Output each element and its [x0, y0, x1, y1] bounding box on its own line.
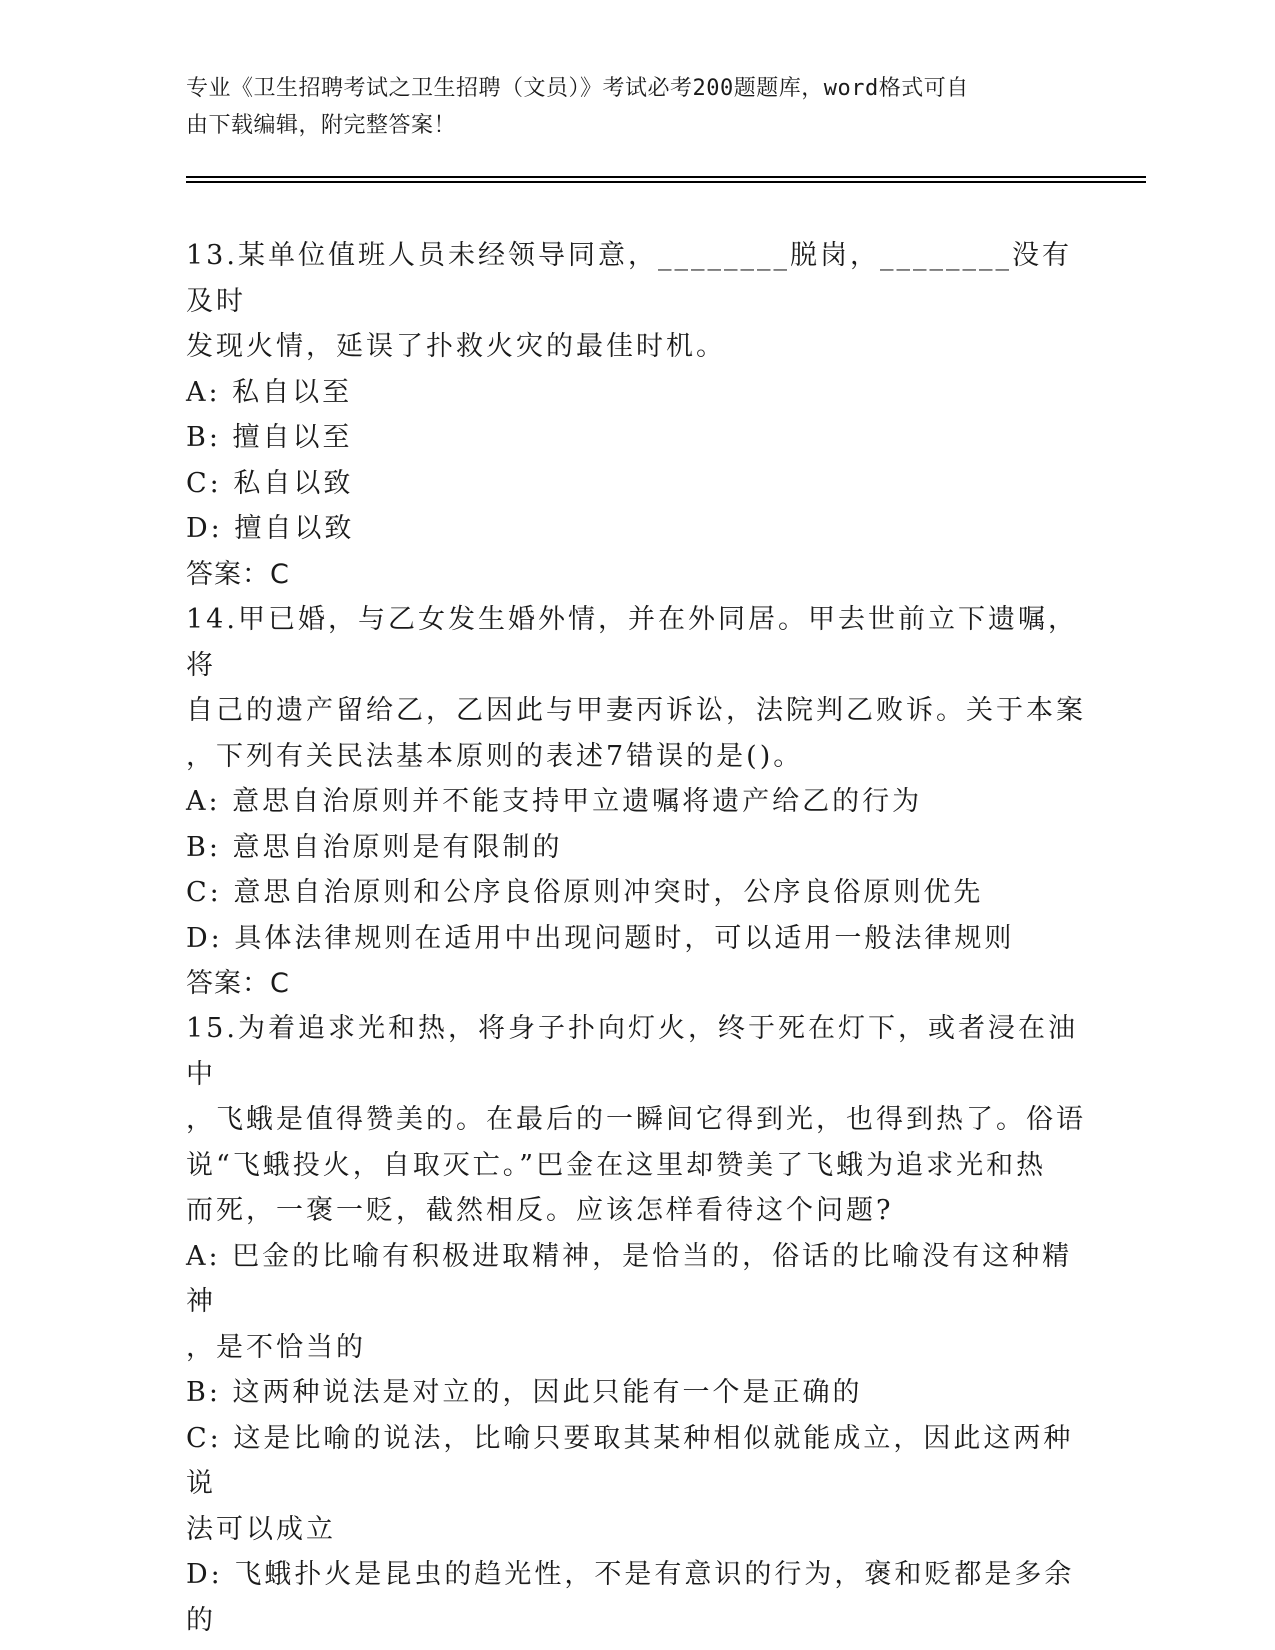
answer-line: 答案：C — [186, 968, 290, 999]
option-d: D: 具体法律规则在适用中出现问题时，可以适用一般法律规则 — [186, 922, 1015, 954]
question-stem-line: 说“飞蛾投火，自取灭亡。”巴金在这里却赞美了飞蛾为追求光和热 — [186, 1149, 1047, 1181]
answer-line: 答案：C — [186, 558, 290, 590]
question-stem-line: 13.某单位值班人员未经领导同意，________脱岗，________没有及时 — [186, 240, 1072, 317]
option-a: A: 巴金的比喻有积极进取精神，是恰当的，俗话的比喻没有这种精神 ，是不恰当的 — [186, 1240, 1073, 1363]
question-15 — [186, 1006, 1086, 1643]
question-stem-line: 自己的遗产留给乙，乙因此与甲妻丙诉讼，法院判乙败诉。关于本案 — [186, 695, 1086, 726]
option-d: D: 擅自以致 — [186, 513, 355, 544]
option-d: D: 飞蛾扑火是昆虫的趋光性，不是有意识的行为，褒和贬都是多余的 — [186, 1559, 1075, 1636]
option-c: C: 这是比喻的说法，比喻只要取其某种相似就能成立，因此这两种说 法可以成立 — [186, 1422, 1074, 1545]
option-list — [186, 1234, 1086, 1644]
option-c: C: 意思自治原则和公序良俗原则冲突时，公序良俗原则优先 — [186, 877, 984, 908]
option-c: C: 私自以致 — [186, 467, 354, 499]
question-stem-line: 15.为着追求光和热，将身子扑向灯火，终于死在灯下，或者浸在油中 — [186, 1013, 1078, 1090]
question-stem-line: ，飞蛾是值得赞美的。在最后的一瞬间它得到光，也得到热了。俗语 — [186, 1104, 1086, 1135]
header-line: 由下载编辑，附完整答案！ — [186, 113, 457, 138]
question-stem-line: 14.甲已婚，与乙女发生婚外情，并在外同居。甲去世前立下遗嘱，将 — [186, 604, 1078, 681]
option-b: B: 擅自以至 — [186, 422, 353, 453]
question-stem-line: ，下列有关民法基本原则的表述7错误的是()。 — [186, 740, 804, 772]
header-line: 专业《卫生招聘考试之卫生招聘（文员）》考试必考200题题库，word格式可自 — [186, 76, 969, 101]
header-divider — [186, 181, 1146, 183]
option-list — [186, 779, 1086, 961]
option-a: A: 意思自治原则并不能支持甲立遗嘱将遗产给乙的行为 — [186, 786, 923, 817]
header-divider — [186, 176, 1146, 178]
option-list — [186, 370, 1086, 552]
option-b: B: 这两种说法是对立的，因此只能有一个是正确的 — [186, 1377, 863, 1408]
option-b: B: 意思自治原则是有限制的 — [186, 831, 563, 863]
question-stem-line: 而死，一褒一贬，截然相反。应该怎样看待这个问题? — [186, 1195, 894, 1226]
question-stem-line: 发现火情，延误了扑救火灾的最佳时机。 — [186, 331, 726, 362]
question-13 — [186, 233, 1086, 597]
question-14 — [186, 597, 1086, 1007]
option-a: A: 私自以至 — [186, 376, 353, 408]
document-header — [186, 70, 1066, 144]
